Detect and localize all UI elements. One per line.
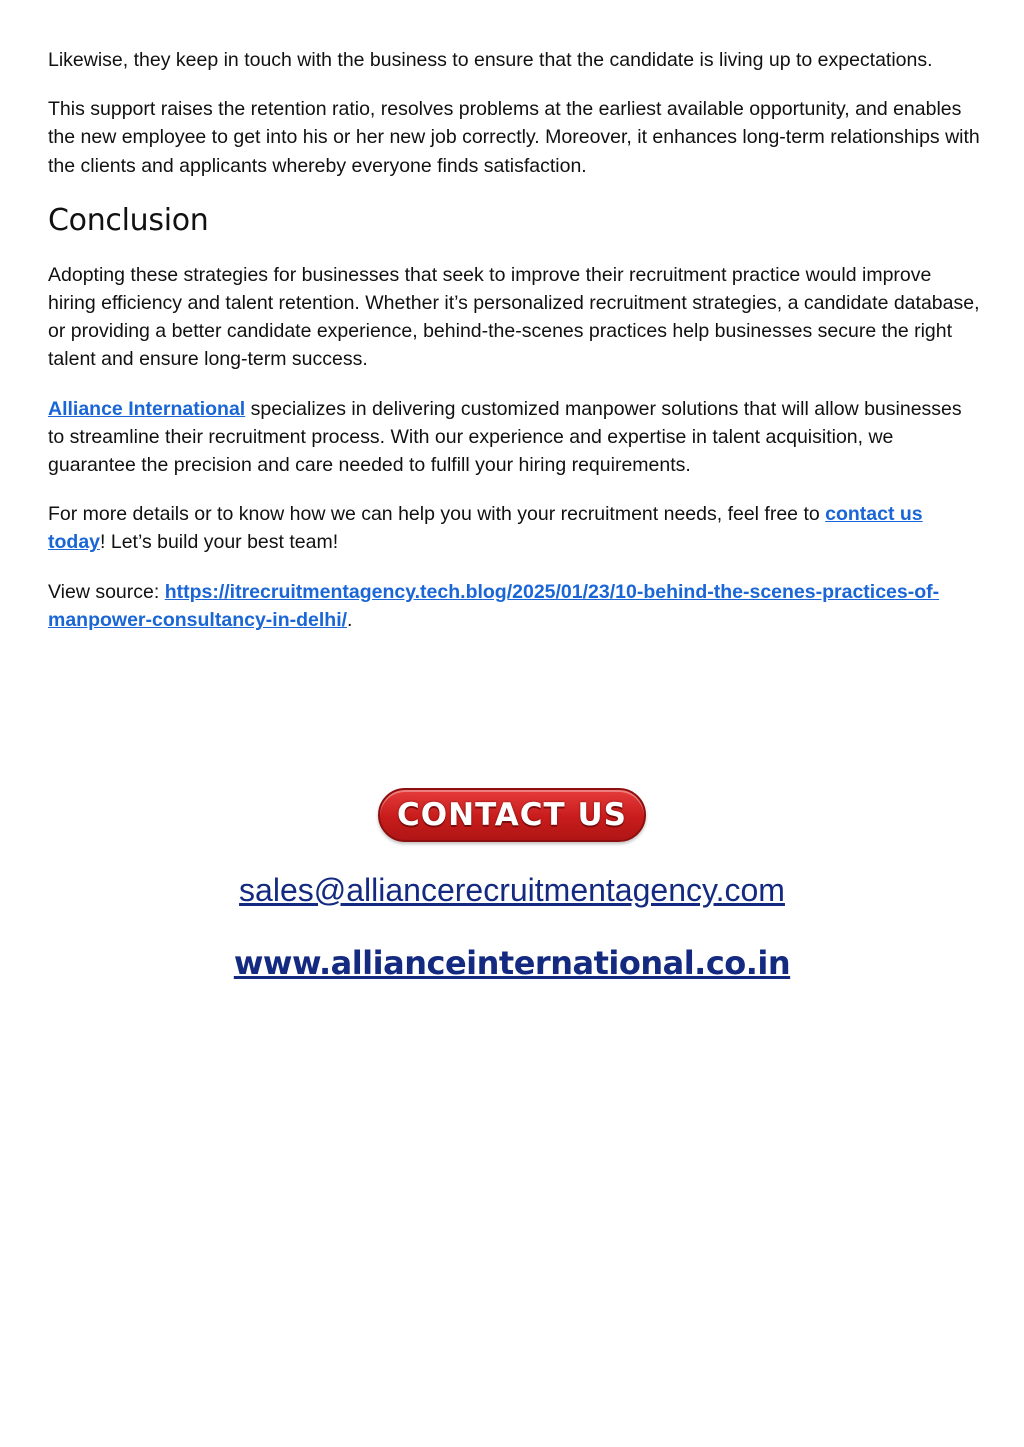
contact-us-today-link[interactable]: contact us today (48, 503, 923, 554)
paragraph-alliance (48, 395, 983, 480)
contact-us-button[interactable]: CONTACT US (378, 788, 646, 842)
paragraph-source (48, 578, 983, 634)
source-url-link[interactable]: https://itrecruitmentagency.tech.blog/2025/01/23/10-behind-the-scenes-practices-of-manpower-consultancy-in-delhi/ (48, 580, 940, 631)
contact-cta (0, 788, 1024, 842)
paragraph-source-tail: . (347, 608, 353, 631)
paragraph-followup: Likewise, they keep in touch with the business to ensure that the candidate is living up to expectations. (48, 49, 933, 71)
sales-email-link[interactable]: sales@alliancerecruitmentagency.com (239, 872, 785, 908)
paragraph-contact-text: For more details or to know how we can help you with your recruitment needs, feel free to (48, 503, 826, 526)
alliance-international-link[interactable]: Alliance International (48, 397, 246, 420)
conclusion-heading: Conclusion (48, 202, 209, 238)
paragraph-alliance-text: specializes in delivering customized manpower solutions that will allow businesses to streamline their recruitment process. With our experience and expertise in talent acquisition, we guarantee the precision and care needed to fulfill your hiring requirements. (48, 397, 962, 477)
paragraph-contact (48, 500, 983, 556)
view-source-label: View source: (48, 580, 165, 603)
paragraph-strategies: Adopting these strategies for businesses that seek to improve their recruitment practice would improve hiring efficiency and talent retention. Whether it’s personalized recruitment strategies, a candidate database, or providing a better candidate experience, behind-the-scenes practices help businesses secure the right talent and ensure long-term success. (48, 263, 980, 371)
paragraph-support: This support raises the retention ratio, resolves problems at the earliest available opportunity, and enables the new employee to get into his or her new job correctly. Moreover, it enhances long-term relationships with the clients and applicants whereby everyone finds satisfaction. (48, 98, 980, 177)
paragraph-contact-tail: ! Let’s build your best team! (100, 531, 339, 554)
document-body (48, 46, 983, 655)
website-link[interactable]: www.allianceinternational.co.in (233, 944, 791, 982)
